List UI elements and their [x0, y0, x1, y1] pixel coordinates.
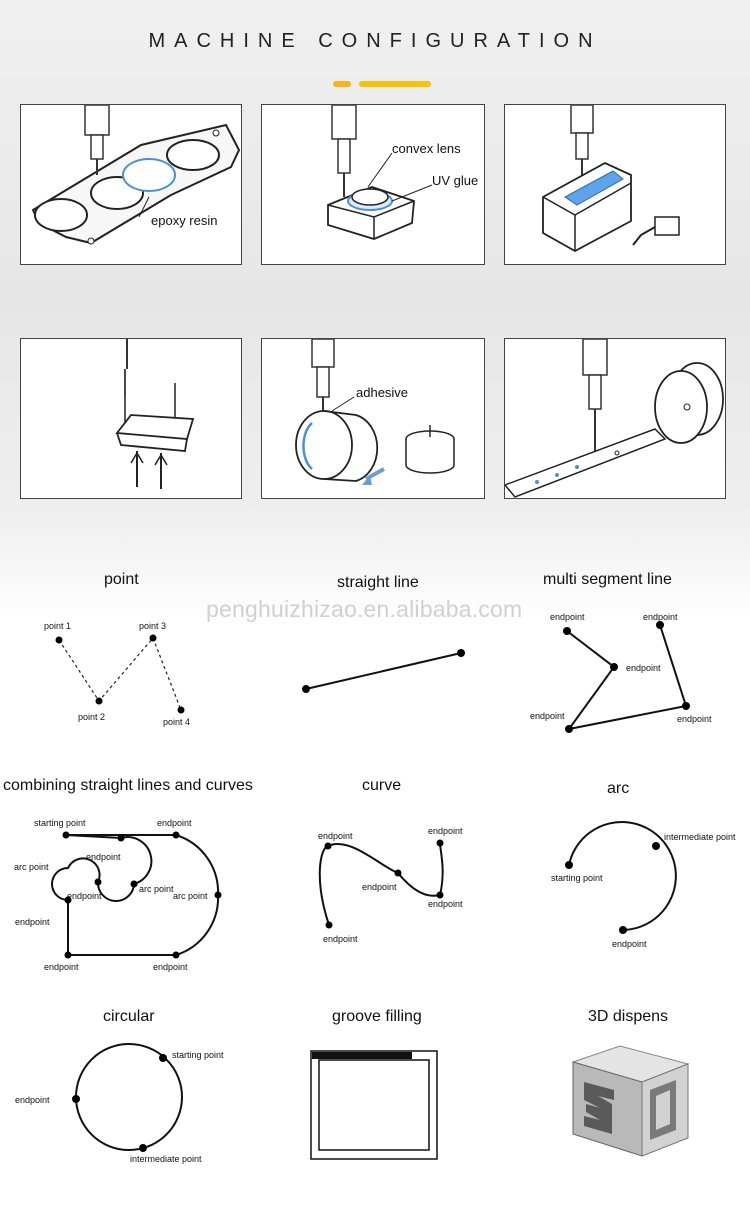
groove-filling-title: groove filling — [332, 1008, 422, 1025]
circular-endpoint-label: endpoint — [15, 1095, 50, 1105]
combining-point — [118, 835, 125, 842]
epoxy-resin-label: epoxy resin — [151, 213, 218, 228]
combining-point — [65, 952, 72, 959]
circular-point — [139, 1144, 147, 1152]
multi-segment-point — [656, 621, 664, 629]
3d-block-icon — [573, 1046, 688, 1156]
curve-point — [437, 892, 444, 899]
point-mark — [96, 698, 103, 705]
straight-line-title: straight line — [337, 574, 419, 591]
combining-arc-point-label: arc point — [139, 884, 174, 894]
straight-line-endpoint — [457, 649, 465, 657]
point-mark — [56, 637, 63, 644]
groove-fill-progress — [312, 1052, 412, 1059]
multi-segment-point — [565, 725, 573, 733]
3d-dispens-title: 3D dispens — [588, 1008, 669, 1025]
combining-endpoint-label: endpoint — [15, 917, 50, 927]
curve-endpoint-label: endpoint — [428, 899, 463, 909]
combining-arc-point-label: arc point — [173, 891, 208, 901]
point-mark — [178, 707, 185, 714]
point-label-3: point 3 — [139, 621, 167, 631]
multi-segment-label: endpoint — [626, 663, 661, 673]
multi-segment-point — [682, 702, 690, 710]
curve-title: curve — [362, 777, 402, 794]
adhesive-label: adhesive — [356, 385, 409, 400]
combining-point — [95, 879, 102, 886]
combining-endpoint-label: endpoint — [153, 962, 188, 972]
multi-segment-title: multi segment line — [543, 571, 672, 588]
arc-point — [652, 842, 660, 850]
combining-endpoint-label: endpoint — [44, 962, 79, 972]
multi-segment-label: endpoint — [550, 612, 585, 622]
point-title: point — [104, 571, 139, 588]
arc-starting-point-label: starting point — [551, 873, 603, 883]
point-dashed-path — [59, 638, 181, 710]
point-mark — [150, 635, 157, 642]
curve-endpoint-label: endpoint — [362, 882, 397, 892]
curve-point — [395, 870, 402, 877]
page-title: MACHINE CONFIGURATION — [148, 30, 602, 52]
circular-point — [72, 1095, 80, 1103]
curve-endpoint-label: endpoint — [323, 934, 358, 944]
circular-point — [159, 1054, 167, 1062]
arc-intermediate-point-label: intermediate point — [664, 832, 736, 842]
combining-arc-point-label: arc point — [14, 862, 49, 872]
combining-point — [173, 952, 180, 959]
straight-line-endpoint — [302, 685, 310, 693]
watermark: penghuizhizao.en.alibaba.com — [206, 596, 523, 622]
curve-endpoint-label: endpoint — [318, 831, 353, 841]
curve-point — [325, 843, 332, 850]
multi-segment-path — [567, 625, 686, 729]
arc-title: arc — [607, 780, 630, 797]
circular-intermediate-point-label: intermediate point — [130, 1154, 202, 1164]
combining-point — [131, 881, 138, 888]
combining-title: combining straight lines and curves — [3, 777, 253, 794]
combining-endpoint-label: endpoint — [157, 818, 192, 828]
circular-starting-point-label: starting point — [172, 1050, 224, 1060]
combining-point — [215, 892, 222, 899]
curve-point — [437, 840, 444, 847]
combining-point — [173, 832, 180, 839]
multi-segment-label: endpoint — [677, 714, 712, 724]
point-label-2: point 2 — [78, 712, 106, 722]
multi-segment-point — [563, 627, 571, 635]
circular-title: circular — [103, 1008, 155, 1025]
combining-endpoint-label: endpoint — [67, 891, 102, 901]
curve-point — [326, 922, 333, 929]
convex-lens-label: convex lens — [392, 141, 461, 156]
groove-inner — [319, 1060, 429, 1150]
straight-line-path — [306, 653, 461, 689]
uv-glue-label: UV glue — [432, 173, 479, 188]
combining-point — [63, 832, 70, 839]
point-label-1: point 1 — [44, 621, 72, 631]
multi-segment-label: endpoint — [643, 612, 678, 622]
multi-segment-point — [610, 663, 618, 671]
multi-segment-label: endpoint — [530, 711, 565, 721]
arc-point — [619, 926, 627, 934]
combining-endpoint-label: endpoint — [86, 852, 121, 862]
curve-endpoint-label: endpoint — [428, 826, 463, 836]
arc-point — [565, 861, 573, 869]
combining-starting-point-label: starting point — [34, 818, 86, 828]
point-label-4: point 4 — [163, 717, 191, 727]
arc-endpoint-label: endpoint — [612, 939, 647, 949]
